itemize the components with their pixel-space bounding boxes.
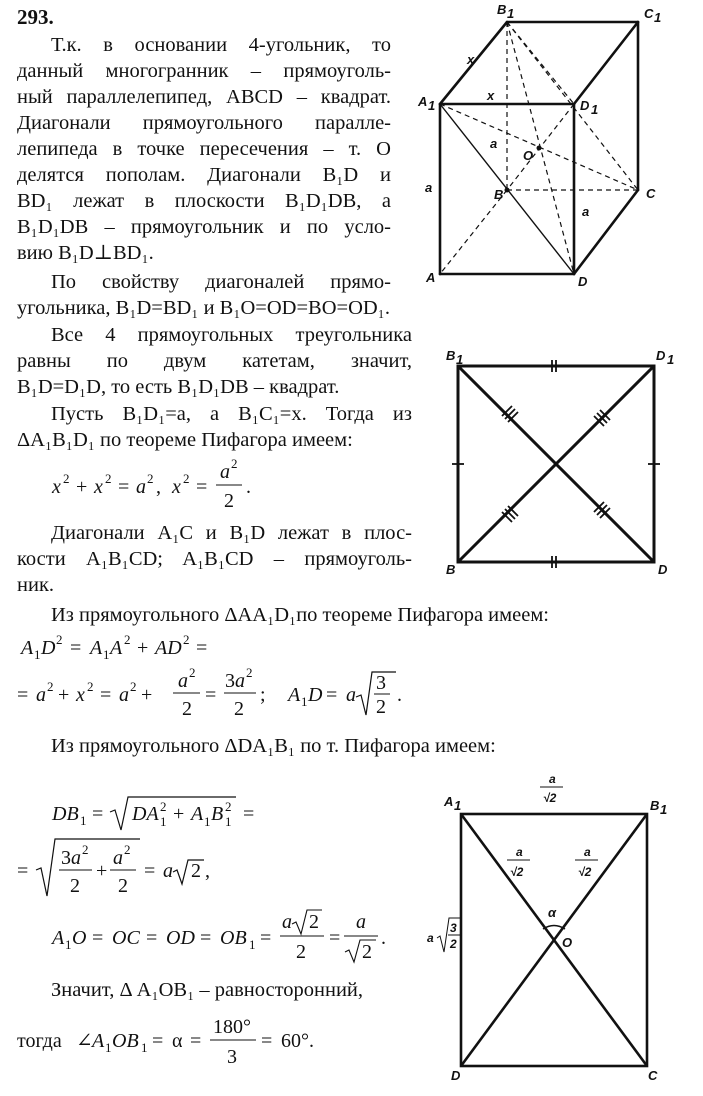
svg-text:a: a xyxy=(282,911,292,933)
svg-text:B: B xyxy=(497,2,507,17)
svg-text:a: a xyxy=(178,670,188,692)
svg-text:2: 2 xyxy=(189,665,196,680)
svg-text:2: 2 xyxy=(191,860,201,882)
svg-text:=: = xyxy=(17,684,29,706)
svg-text:1: 1 xyxy=(65,937,72,952)
text-line: угольника, B₁D=BD₁ и B₁O=OD=BO=OD₁. xyxy=(17,297,390,319)
svg-text:a: a xyxy=(113,847,123,869)
label-left-side xyxy=(427,918,462,952)
svg-text:OD: OD xyxy=(166,927,195,949)
text-line: Пусть B₁D₁=a, а B₁C₁=x. Тогда из xyxy=(51,403,412,425)
text-line: ный параллелепипед, ABCD – квадрат. xyxy=(17,86,391,108)
svg-text:1: 1 xyxy=(105,1040,112,1055)
svg-text:a: a xyxy=(584,845,591,859)
text-line: Т.к. в основании 4-угольник, то xyxy=(51,34,391,56)
svg-text:2: 2 xyxy=(56,632,63,647)
label-diagonal-right xyxy=(575,845,598,879)
svg-text:√2: √2 xyxy=(510,865,524,879)
svg-text:D: D xyxy=(656,348,666,363)
svg-text:,: , xyxy=(156,476,161,498)
paragraph-8: Значит, Δ A₁OB₁ – равносторонний, xyxy=(51,979,364,1001)
svg-text:2: 2 xyxy=(105,471,112,486)
svg-text:=: = xyxy=(205,684,217,706)
text-line: ΔA₁B₁D₁ по теореме Пифагора имеем: xyxy=(17,429,353,451)
svg-text:O: O xyxy=(562,935,573,950)
svg-text:O: O xyxy=(523,148,534,163)
svg-text:a: a xyxy=(516,845,523,859)
svg-text:∠: ∠ xyxy=(76,1030,93,1052)
svg-text:1: 1 xyxy=(249,937,256,952)
svg-text:DB: DB xyxy=(52,803,79,825)
svg-text:=: = xyxy=(200,927,212,949)
svg-text:1: 1 xyxy=(141,1040,148,1055)
svg-text:1: 1 xyxy=(660,802,668,817)
svg-text:2: 2 xyxy=(376,696,386,718)
paragraph-7: Из прямоугольного ΔDA₁B₁ по т. Пифагора имеем: xyxy=(51,735,496,757)
svg-text:2: 2 xyxy=(124,632,131,647)
svg-text:3: 3 xyxy=(450,921,457,935)
svg-text:B: B xyxy=(446,562,456,577)
svg-text:A: A xyxy=(92,1030,105,1052)
svg-text:B: B xyxy=(211,803,224,825)
text-line: Диагонали A₁C и B₁D лежат в плос- xyxy=(51,522,412,544)
svg-text:1: 1 xyxy=(456,352,464,367)
svg-text:=: = xyxy=(196,476,208,498)
svg-text:1: 1 xyxy=(454,798,462,813)
svg-text:=: = xyxy=(243,803,255,825)
svg-text:α: α xyxy=(548,905,557,920)
svg-text:a: a xyxy=(220,461,230,483)
text-line: Диагонали прямоугольного паралле- xyxy=(17,112,391,134)
svg-text:2: 2 xyxy=(70,875,80,897)
text-line: делятся пополам. Диагонали B₁D и xyxy=(17,164,391,186)
text-line: вию B₁D⊥BD₁. xyxy=(17,242,154,264)
svg-text:a: a xyxy=(490,136,498,151)
svg-text:A: A xyxy=(21,637,34,659)
svg-text:D: D xyxy=(41,637,56,659)
text-line: B₁D=D₁D, то есть B₁D₁DB – квадрат. xyxy=(17,376,340,398)
svg-text:+: + xyxy=(173,803,185,825)
svg-text:AD: AD xyxy=(155,637,182,659)
svg-text:B: B xyxy=(446,348,456,363)
svg-text:=: = xyxy=(92,927,104,949)
text-line: По свойству диагоналей прямо- xyxy=(51,271,391,293)
svg-text:2: 2 xyxy=(246,665,253,680)
svg-text:a: a xyxy=(427,931,434,945)
problem-number: 293. xyxy=(17,5,54,29)
svg-text:2: 2 xyxy=(231,456,238,471)
svg-text:2: 2 xyxy=(82,842,89,857)
svg-text:2: 2 xyxy=(296,941,306,963)
svg-text:1: 1 xyxy=(103,647,110,662)
svg-text:x: x xyxy=(94,476,103,498)
svg-text:1: 1 xyxy=(301,694,308,709)
text-line: кости A₁B₁CD; A₁B₁CD – прямоуголь- xyxy=(17,548,412,570)
svg-text:C: C xyxy=(644,6,654,21)
svg-text:D: D xyxy=(578,274,588,289)
svg-text:2: 2 xyxy=(47,679,54,694)
svg-text:2: 2 xyxy=(124,842,131,857)
svg-text:1: 1 xyxy=(160,814,167,829)
svg-text:=: = xyxy=(144,860,156,882)
svg-text:1: 1 xyxy=(428,98,436,113)
paragraph-6: Из прямоугольного ΔAA₁D₁по теореме Пифагора имеем: xyxy=(51,604,549,626)
svg-text:B: B xyxy=(650,798,660,813)
svg-text:=: = xyxy=(118,476,130,498)
svg-text:a: a xyxy=(356,911,366,933)
svg-text:A: A xyxy=(90,637,103,659)
svg-text:2: 2 xyxy=(182,698,192,720)
svg-text:=: = xyxy=(196,637,208,659)
svg-text:A: A xyxy=(110,637,123,659)
svg-text:2: 2 xyxy=(130,679,137,694)
svg-text:=: = xyxy=(260,927,272,949)
svg-text:C: C xyxy=(648,1068,658,1083)
svg-text:3: 3 xyxy=(376,672,386,694)
svg-text:A: A xyxy=(288,684,301,706)
svg-text:1: 1 xyxy=(507,6,515,21)
svg-text:=: = xyxy=(92,803,104,825)
svg-text:A: A xyxy=(52,927,65,949)
svg-text:a: a xyxy=(549,772,556,786)
svg-text:a: a xyxy=(425,180,433,195)
svg-text:x: x xyxy=(487,88,495,103)
svg-text:=: = xyxy=(146,927,158,949)
text-line: лепипеда в точке пересечения – т. O xyxy=(17,138,391,160)
svg-text:x: x xyxy=(172,476,181,498)
svg-text:+: + xyxy=(137,637,149,659)
svg-text:=: = xyxy=(326,684,338,706)
svg-text:a: a xyxy=(36,684,46,706)
svg-text:2: 2 xyxy=(183,632,190,647)
svg-text:1: 1 xyxy=(34,647,41,662)
svg-text:2: 2 xyxy=(224,490,234,512)
svg-text:.: . xyxy=(381,927,386,949)
svg-text:=: = xyxy=(70,637,82,659)
svg-text:+: + xyxy=(96,860,108,882)
svg-text:=: = xyxy=(261,1030,273,1052)
svg-text:3a: 3a xyxy=(61,847,81,869)
svg-text:a: a xyxy=(163,860,173,882)
svg-text:a: a xyxy=(136,476,146,498)
svg-text:D: D xyxy=(580,98,590,113)
svg-text:2: 2 xyxy=(234,698,244,720)
svg-text:A: A xyxy=(418,94,428,109)
svg-text:x: x xyxy=(76,684,85,706)
svg-text:x: x xyxy=(467,52,475,67)
svg-text:OB: OB xyxy=(112,1030,139,1052)
svg-text:2: 2 xyxy=(63,471,70,486)
svg-text:180°: 180° xyxy=(213,1016,251,1038)
svg-text:a: a xyxy=(346,684,356,706)
svg-text:=: = xyxy=(17,860,29,882)
label-top-side xyxy=(540,772,563,805)
svg-text:A: A xyxy=(426,270,436,285)
svg-text:3: 3 xyxy=(227,1046,237,1068)
svg-text:A: A xyxy=(444,794,454,809)
svg-text:+: + xyxy=(141,684,153,706)
svg-text:√2: √2 xyxy=(578,865,592,879)
svg-text:D: D xyxy=(658,562,668,577)
svg-text:α: α xyxy=(172,1030,183,1052)
text-line: B₁D₁DB – прямоугольник и по усло- xyxy=(17,216,391,238)
svg-text:.: . xyxy=(397,684,402,706)
svg-text:2: 2 xyxy=(362,941,372,963)
svg-text:тогда: тогда xyxy=(17,1030,62,1052)
svg-text:1: 1 xyxy=(80,813,87,828)
svg-text:1: 1 xyxy=(225,814,232,829)
svg-text:2: 2 xyxy=(147,471,154,486)
svg-text:60°.: 60°. xyxy=(281,1030,314,1052)
label-diagonal-left xyxy=(507,845,530,879)
svg-text:2: 2 xyxy=(309,911,319,933)
svg-text:1: 1 xyxy=(204,814,211,829)
svg-text:.: . xyxy=(246,476,251,498)
svg-text:a: a xyxy=(582,204,590,219)
svg-text:D: D xyxy=(451,1068,461,1083)
svg-text:O: O xyxy=(72,927,87,949)
svg-text:=: = xyxy=(100,684,112,706)
svg-text:2: 2 xyxy=(87,679,94,694)
svg-text:2: 2 xyxy=(450,937,457,951)
svg-text:=: = xyxy=(152,1030,164,1052)
svg-text:1: 1 xyxy=(591,102,599,117)
svg-text:2: 2 xyxy=(225,799,232,814)
text-line: Все 4 прямоугольных треугольника xyxy=(51,324,412,346)
svg-text:+: + xyxy=(76,476,88,498)
svg-text:=: = xyxy=(329,927,341,949)
svg-text:DA: DA xyxy=(132,803,159,825)
text-line: равны по двум катетам, значит, xyxy=(17,350,412,372)
svg-text:A: A xyxy=(191,803,204,825)
svg-text:D: D xyxy=(308,684,323,706)
svg-text:C: C xyxy=(646,186,656,201)
text-line: ник. xyxy=(17,574,55,596)
text-line: BD₁ лежат в плоскости B₁D₁DB, а xyxy=(17,190,391,212)
svg-text:OB: OB xyxy=(220,927,247,949)
svg-text:=: = xyxy=(190,1030,202,1052)
svg-text:;: ; xyxy=(260,684,266,706)
svg-text:1: 1 xyxy=(654,10,662,25)
svg-text:x: x xyxy=(52,476,61,498)
svg-text:,: , xyxy=(205,860,210,882)
svg-text:1: 1 xyxy=(667,352,675,367)
svg-text:2: 2 xyxy=(118,875,128,897)
svg-text:3a: 3a xyxy=(225,670,245,692)
svg-text:√2: √2 xyxy=(543,791,557,805)
svg-text:2: 2 xyxy=(183,471,190,486)
svg-text:B: B xyxy=(494,187,504,202)
text-line: данный многогранник – прямоуголь- xyxy=(17,60,391,82)
svg-text:2: 2 xyxy=(160,799,167,814)
svg-text:a: a xyxy=(119,684,129,706)
svg-text:OC: OC xyxy=(112,927,140,949)
svg-text:+: + xyxy=(58,684,70,706)
